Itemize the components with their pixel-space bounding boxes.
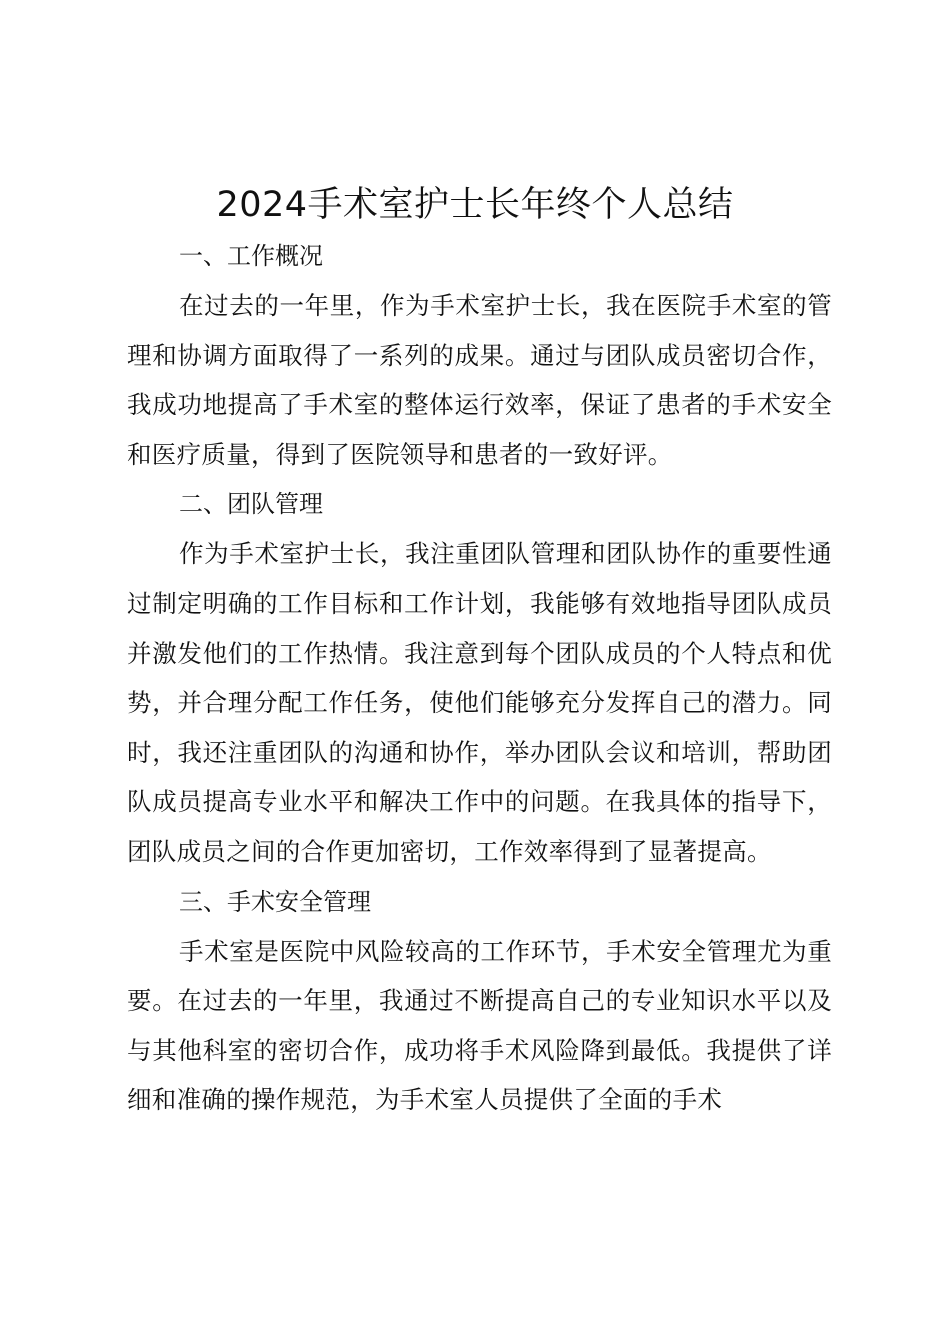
document-body (127, 231, 832, 1125)
section-surgical-safety (127, 877, 832, 1125)
section-paragraph: 作为手术室护士长，我注重团队管理和团队协作的重要性通过制定明确的工作目标和工作计划，我能够有效地指导团队成员并激发他们的工作热情。我注意到每个团队成员的个人特点和优势，并合理分配工作任务，使他们能够充分发挥自己的潜力。同时，我还注重团队的沟通和协作，举办团队会议和培训，帮助团队成员提高专业水平和解决工作中的问题。在我具体的指导下，团队成员之间的合作更加密切，工作效率得到了显著提高。 (127, 539, 832, 866)
section-paragraph: 在过去的一年里，作为手术室护士长，我在医院手术室的管理和协调方面取得了一系列的成果。通过与团队成员密切合作，我成功地提高了手术室的整体运行效率，保证了患者的手术安全和医疗质量，得到了医院领导和患者的一致好评。 (127, 291, 832, 469)
section-heading: 一、工作概况 (179, 242, 323, 270)
section-heading: 三、手术安全管理 (179, 887, 371, 916)
document-title: 2024手术室护士长年终个人总结 (216, 185, 734, 225)
section-team-management (127, 479, 832, 876)
section-heading: 二、团队管理 (179, 490, 323, 519)
section-paragraph: 手术室是医院中风险较高的工作环节，手术安全管理尤为重要。在过去的一年里，我通过不断提高自己的专业知识水平以及与其他科室的密切合作，成功将手术风险降到最低。我提供了详细和准确的操作规范，为手术室人员提供了全面的手术 (127, 936, 832, 1115)
section-work-overview (127, 231, 832, 479)
